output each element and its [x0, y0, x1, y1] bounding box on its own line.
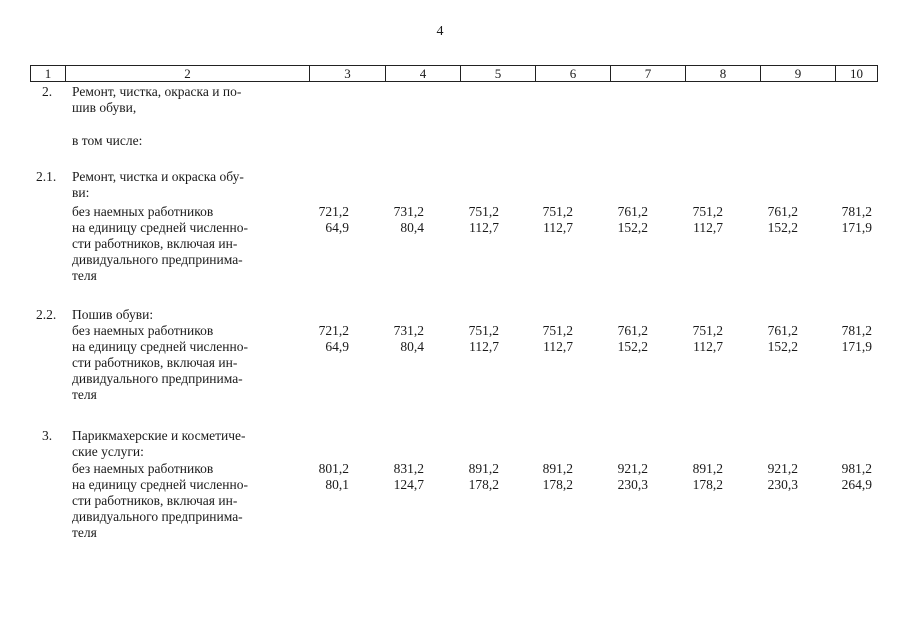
value-cell: 112,7: [543, 339, 573, 354]
row-label: дивидуального предпринима-: [72, 371, 243, 386]
value-cell: 64,9: [325, 220, 349, 235]
header-col-2: 2: [66, 66, 310, 81]
value-cell: 751,2: [692, 323, 723, 338]
row-label: без наемных работников: [72, 323, 214, 338]
row-label: сти работников, включая ин-: [72, 355, 238, 370]
value-cell: 781,2: [841, 204, 872, 219]
row-label: сти работников, включая ин-: [72, 493, 238, 508]
value-cell: 152,2: [617, 339, 648, 354]
value-cell: 178,2: [468, 477, 499, 492]
value-cell: 891,2: [542, 461, 573, 476]
value-cell: 112,7: [693, 220, 723, 235]
section-title-line: Ремонт, чистка и окраска обу-: [72, 169, 244, 184]
value-cell: 112,7: [543, 220, 573, 235]
value-cell: 171,9: [841, 220, 872, 235]
section-title-line: Ремонт, чистка, окраска и по-: [72, 84, 242, 99]
value-cell: 981,2: [841, 461, 872, 476]
value-cell: 178,2: [542, 477, 573, 492]
value-cell: 891,2: [692, 461, 723, 476]
row-label: теля: [72, 268, 97, 283]
header-col-5: 5: [461, 66, 536, 81]
value-cell: 751,2: [542, 323, 573, 338]
header-col-10: 10: [850, 66, 863, 81]
page-number: 4: [436, 24, 444, 39]
value-cell: 152,2: [767, 220, 798, 235]
section-number: 2.1.: [36, 169, 57, 184]
table-header-row: [30, 65, 878, 82]
value-cell: 80,4: [400, 339, 424, 354]
row-label: без наемных работников: [72, 461, 214, 476]
value-cell: 751,2: [692, 204, 723, 219]
value-cell: 152,2: [767, 339, 798, 354]
value-cell: 751,2: [542, 204, 573, 219]
section-number: 2.2.: [36, 307, 57, 322]
header-col-9: 9: [761, 66, 836, 81]
value-cell: 112,7: [469, 220, 499, 235]
value-cell: 781,2: [841, 323, 872, 338]
row-label: на единицу средней численно-: [72, 477, 248, 492]
value-cell: 751,2: [468, 204, 499, 219]
row-label: сти работников, включая ин-: [72, 236, 238, 251]
value-cell: 80,4: [400, 220, 424, 235]
value-cell: 112,7: [469, 339, 499, 354]
value-cell: 921,2: [617, 461, 648, 476]
row-label: дивидуального предпринима-: [72, 252, 243, 267]
header-col-8: 8: [686, 66, 761, 81]
value-cell: 152,2: [617, 220, 648, 235]
value-cell: 230,3: [617, 477, 648, 492]
section-title-line: ские услуги:: [72, 444, 144, 459]
section-title-line: шив обуви,: [72, 100, 137, 115]
value-cell: 751,2: [468, 323, 499, 338]
header-col-1: 1: [31, 66, 66, 81]
row-label: на единицу средней численно-: [72, 339, 248, 354]
header-col-3: 3: [310, 66, 386, 81]
value-cell: 721,2: [318, 323, 349, 338]
value-cell: 891,2: [468, 461, 499, 476]
header-col-6: 6: [536, 66, 611, 81]
value-cell: 761,2: [767, 204, 798, 219]
value-cell: 721,2: [318, 204, 349, 219]
row-label: теля: [72, 387, 97, 402]
value-cell: 761,2: [617, 204, 648, 219]
value-cell: 921,2: [767, 461, 798, 476]
value-cell: 80,1: [325, 477, 349, 492]
value-cell: 64,9: [325, 339, 349, 354]
row-label: дивидуального предпринима-: [72, 509, 243, 524]
row-label: теля: [72, 525, 97, 540]
value-cell: 112,7: [693, 339, 723, 354]
section-title-line: ви:: [72, 185, 90, 200]
value-cell: 171,9: [841, 339, 872, 354]
value-cell: 801,2: [318, 461, 349, 476]
row-label: без наемных работников: [72, 204, 214, 219]
value-cell: 731,2: [393, 323, 424, 338]
section-title-line: Парикмахерские и косметиче-: [72, 428, 246, 443]
value-cell: 761,2: [617, 323, 648, 338]
header-col-4: 4: [386, 66, 461, 81]
section-subtitle: в том числе:: [72, 133, 143, 148]
row-label: на единицу средней численно-: [72, 220, 248, 235]
value-cell: 264,9: [841, 477, 872, 492]
value-cell: 230,3: [767, 477, 798, 492]
value-cell: 178,2: [692, 477, 723, 492]
value-cell: 124,7: [393, 477, 424, 492]
value-cell: 831,2: [393, 461, 424, 476]
value-cell: 731,2: [393, 204, 424, 219]
section-number: 3.: [42, 428, 53, 443]
section-number: 2.: [42, 84, 53, 99]
value-cell: 761,2: [767, 323, 798, 338]
header-col-7: 7: [611, 66, 686, 81]
section-title-line: Пошив обуви:: [72, 307, 154, 322]
